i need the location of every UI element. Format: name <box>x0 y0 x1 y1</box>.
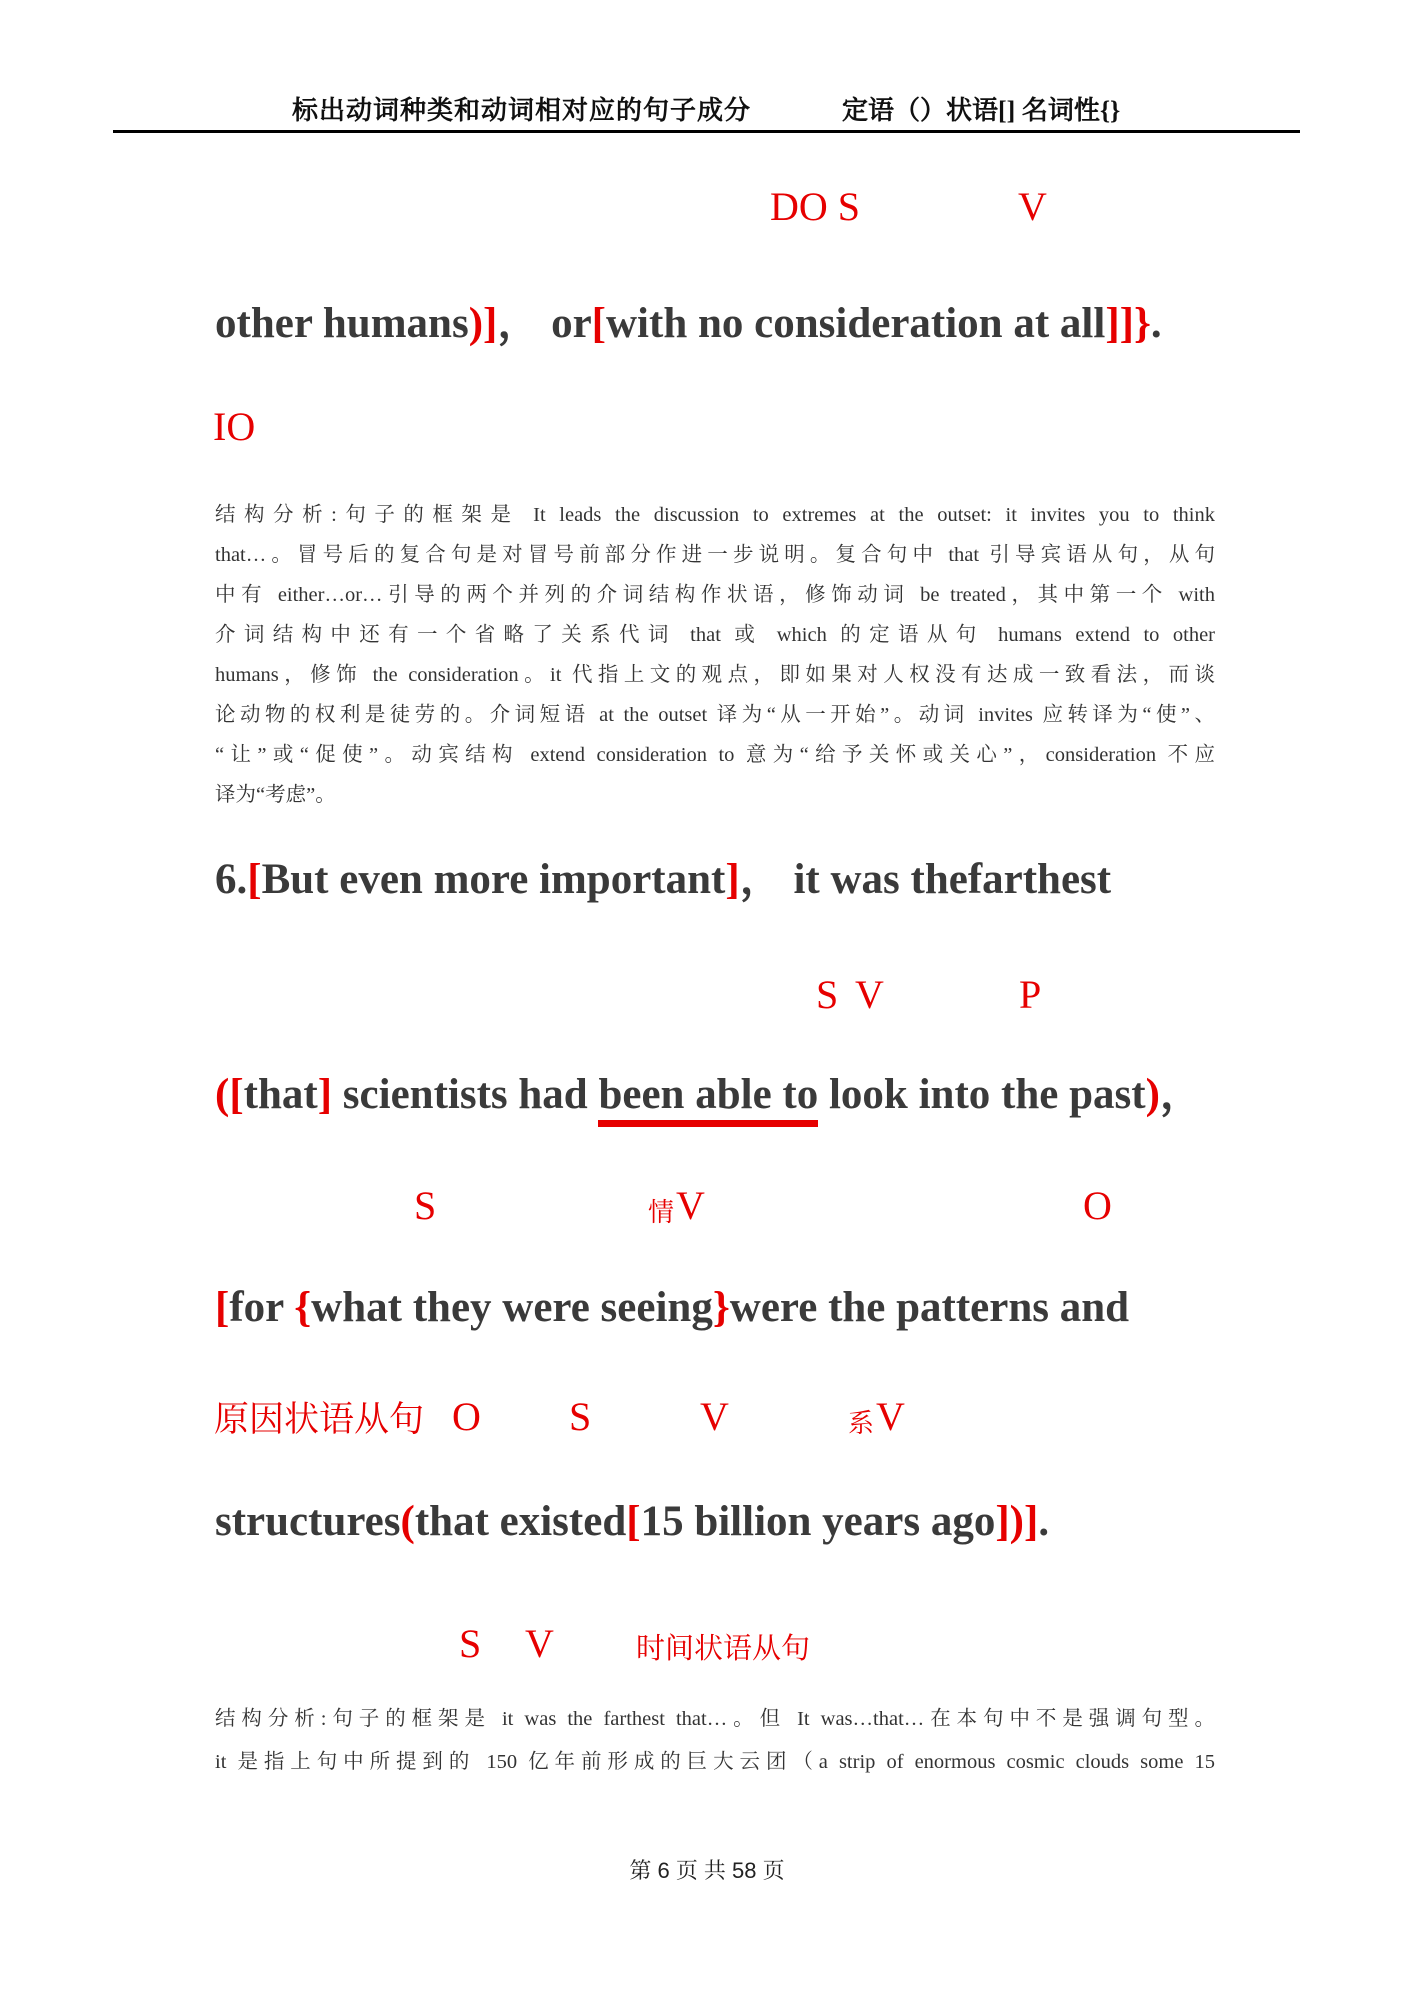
paragraph-line: 中有 either…or…引导的两个并列的介词结构作状语，修饰动词 be treated，其中第一个 with <box>215 584 1215 606</box>
paragraph-line: it 是指上句中所提到的 150 亿年前形成的巨大云团（a strip of enormous cosmic clouds some 15 <box>215 1751 1215 1773</box>
red-bracket: ] <box>317 1071 333 1118</box>
grammar-mark: S <box>414 1183 437 1228</box>
sentence-text: what they were seeing <box>311 1284 713 1331</box>
grammar-mark: V <box>855 972 884 1017</box>
header-rule <box>113 130 1300 133</box>
annotation-row-s-v-p <box>0 969 1414 1015</box>
grammar-mark: P <box>1019 972 1042 1017</box>
grammar-mark: S <box>459 1621 482 1666</box>
sentence-text: . <box>1150 300 1162 347</box>
red-bracket: )] <box>468 300 498 347</box>
red-bracket: ])] <box>995 1498 1039 1545</box>
annotation-row-s-v-time-clause <box>0 1618 1414 1664</box>
page-number-footer: 第 6 页 共 58 页 <box>629 1858 785 1883</box>
sentence-text: 15 billion years ago <box>640 1498 996 1545</box>
grammar-mark: 原因状语从句 <box>214 1400 425 1439</box>
grammar-mark: IO <box>213 404 256 449</box>
paragraph-line: 论动物的权利是徒劳的。介词短语 at the outset 译为“从一开始”。动词 invites 应转译为“使”、 <box>215 704 1215 726</box>
sentence-text: ， <box>497 300 552 347</box>
sentence-text: 6. <box>215 856 248 903</box>
sentence-structures-that-existed <box>215 1497 1049 1546</box>
annotation-row-do-s-v <box>0 181 1414 227</box>
grammar-mark: S <box>816 972 839 1017</box>
sentence-text: look into the past <box>818 1071 1146 1118</box>
sentence-text: for <box>229 1284 295 1331</box>
red-bracket: ) <box>1145 1071 1160 1118</box>
underlined-text: been able to <box>598 1072 818 1127</box>
grammar-mark: V <box>700 1394 729 1439</box>
red-bracket: [ <box>591 300 606 347</box>
sentence-for-what-they-were-seeing <box>215 1283 1129 1332</box>
paragraph-line: 介词结构中还有一个省略了关系代词 that 或 which 的定语从句 humans extend to other <box>215 624 1215 646</box>
structure-analysis-paragraph-2 <box>215 1698 1215 1784</box>
sentence-text: with no consideration at all <box>606 300 1106 347</box>
annotation-row-io <box>0 401 1414 447</box>
sentence-text: structures <box>215 1498 401 1545</box>
header-right-legend: 定语（）状语[] 名词性{} <box>842 96 1121 125</box>
red-bracket: { <box>294 1284 312 1331</box>
paragraph-line: 译为“考虑”。 <box>215 784 336 806</box>
sentence-text: other humans <box>215 300 469 347</box>
red-bracket: ] <box>725 856 740 903</box>
annotation-row-s-qing-v-o <box>0 1180 1414 1226</box>
sentence-text: that existed <box>414 1498 627 1545</box>
grammar-mark: V <box>876 1394 905 1439</box>
paragraph-line: 结构分析:句子的框架是 it was the farthest that…。但 It was…that…在本句中不是强调句型。 <box>215 1708 1215 1730</box>
grammar-mark: V <box>1018 184 1047 229</box>
sentence-that-scientists <box>215 1070 1203 1127</box>
sentence-text: were the patterns and <box>729 1284 1130 1331</box>
sentence-6-heading <box>215 855 1111 904</box>
paragraph-line: humans，修饰 the consideration。it 代指上文的观点，即如果对人权没有达成一致看法，而谈 <box>215 664 1215 686</box>
grammar-mark: O <box>452 1394 481 1439</box>
sentence-fragment-other-humans <box>215 299 1162 348</box>
sentence-text: that <box>243 1071 318 1118</box>
red-bracket: } <box>712 1284 730 1331</box>
paragraph-line: “让”或“促使”。动宾结构 extend consideration to 意为“给予关怀或关心”，consideration 不应 <box>215 744 1215 766</box>
grammar-mark: DO S <box>770 184 861 229</box>
grammar-mark: 系 <box>848 1409 875 1438</box>
red-bracket: ]]} <box>1105 300 1151 347</box>
paragraph-line: 结构分析:句子的框架是 It leads the discussion to extremes at the outset: it invites you to think <box>215 504 1215 526</box>
sentence-text: or <box>551 300 592 347</box>
sentence-text: ， <box>739 856 794 903</box>
red-bracket: ( <box>215 1071 230 1118</box>
sentence-text: But even more important <box>261 856 726 903</box>
red-bracket: [ <box>229 1071 244 1118</box>
annotation-row-cause-clause-o-s-v <box>0 1391 1414 1437</box>
header-left-title: 标出动词种类和动词相对应的句子成分 <box>292 96 752 125</box>
grammar-mark: O <box>1083 1183 1112 1228</box>
sentence-text: ， <box>1159 1071 1203 1118</box>
red-bracket: [ <box>215 1284 230 1331</box>
grammar-mark: V <box>525 1621 554 1666</box>
grammar-mark: 情 <box>648 1198 675 1227</box>
grammar-mark: V <box>676 1183 705 1228</box>
sentence-text: scientists had <box>332 1071 599 1118</box>
paragraph-line: that…。冒号后的复合句是对冒号前部分作进一步说明。复合句中 that 引导宾语从句，从句 <box>215 544 1215 566</box>
grammar-mark: 时间状语从句 <box>636 1633 811 1665</box>
grammar-mark: S <box>569 1394 592 1439</box>
structure-analysis-paragraph-1 <box>215 495 1215 815</box>
red-bracket: [ <box>247 856 262 903</box>
red-bracket: ( <box>400 1498 415 1545</box>
sentence-text: it was thefarthest <box>793 856 1112 903</box>
sentence-text: . <box>1038 1498 1050 1545</box>
red-bracket: [ <box>626 1498 641 1545</box>
